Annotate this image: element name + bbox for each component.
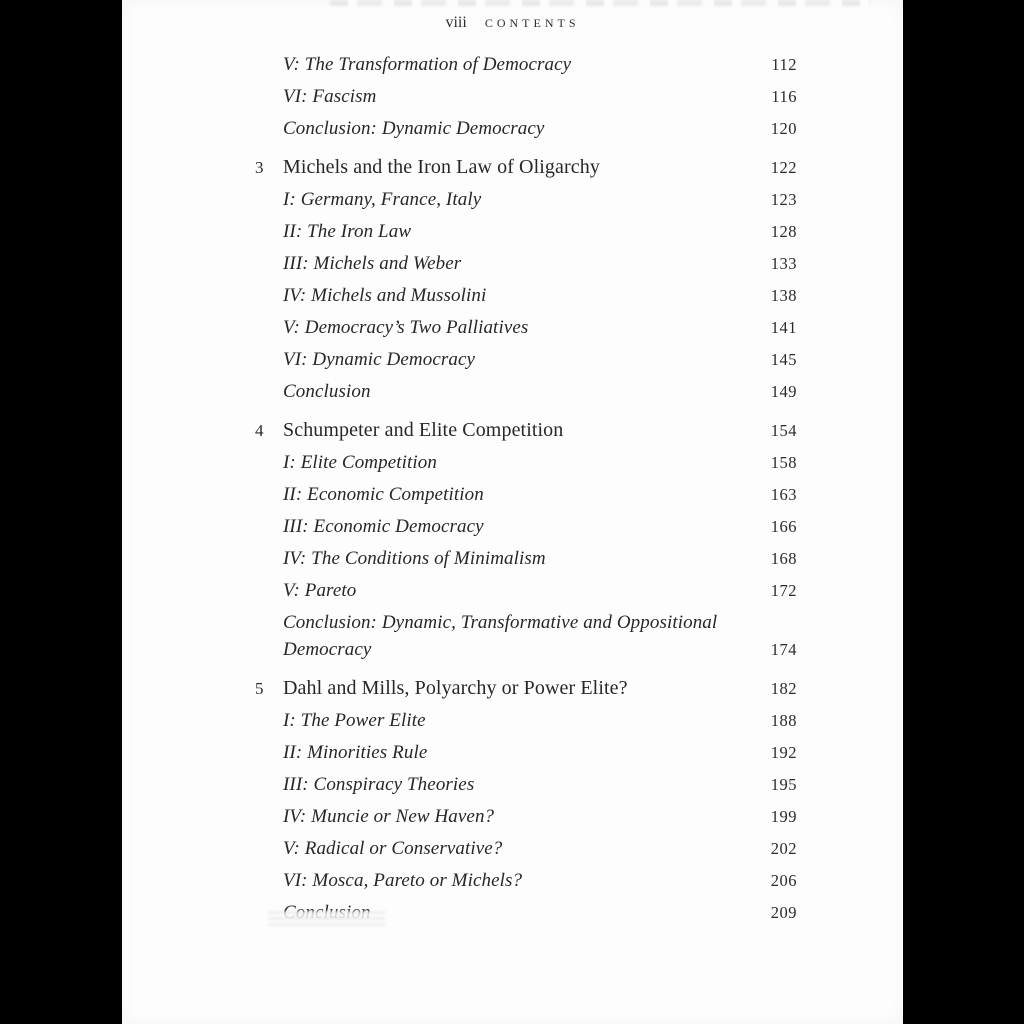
toc-section-entry bbox=[255, 250, 797, 277]
entry-title: Dahl and Mills, Polyarchy or Power Elite? bbox=[283, 677, 628, 699]
page-number: 188 bbox=[770, 711, 797, 730]
toc-section-entry bbox=[255, 835, 797, 862]
toc-section-entry bbox=[255, 378, 797, 405]
entry-title-line: Conclusion: Dynamic, Transformative and Oppositional bbox=[283, 612, 718, 633]
toc-section-entry bbox=[255, 481, 797, 508]
page-number: 120 bbox=[770, 119, 797, 138]
toc-section-entry bbox=[255, 513, 797, 540]
page-number: 168 bbox=[770, 549, 797, 568]
page-number: 163 bbox=[770, 485, 797, 504]
table-of-contents bbox=[255, 51, 797, 931]
entry-title: II: Economic Competition bbox=[283, 484, 484, 505]
toc-section-entry bbox=[255, 186, 797, 213]
entry-title: II: Minorities Rule bbox=[283, 742, 428, 763]
page-number: 202 bbox=[770, 839, 797, 858]
toc-section-entry bbox=[255, 609, 797, 663]
entry-title: VI: Fascism bbox=[283, 86, 377, 107]
toc-section-entry bbox=[255, 314, 797, 341]
page-number: 141 bbox=[770, 318, 797, 337]
toc-section-entry bbox=[255, 51, 797, 78]
page-folio: viii bbox=[445, 14, 467, 31]
toc-section-entry bbox=[255, 739, 797, 766]
page-number: 199 bbox=[770, 807, 797, 826]
page-number: 122 bbox=[770, 158, 797, 177]
entry-title: II: The Iron Law bbox=[283, 221, 412, 242]
entry-title: I: The Power Elite bbox=[283, 710, 426, 731]
page-number: 192 bbox=[770, 743, 797, 762]
entry-title: Conclusion: Dynamic Democracy bbox=[283, 118, 545, 139]
entry-title: IV: Muncie or New Haven? bbox=[283, 806, 495, 827]
toc-section-entry bbox=[255, 867, 797, 894]
page-number: 172 bbox=[770, 581, 797, 600]
entry-title: VI: Dynamic Democracy bbox=[283, 349, 476, 370]
entry-title: VI: Mosca, Pareto or Michels? bbox=[283, 870, 523, 891]
toc-chapter-entry bbox=[255, 154, 797, 181]
page-number: 116 bbox=[771, 87, 797, 106]
entry-title: Michels and the Iron Law of Oligarchy bbox=[283, 156, 600, 178]
entry-title: Schumpeter and Elite Competition bbox=[283, 419, 564, 441]
toc-section-entry bbox=[255, 449, 797, 476]
page-number: 195 bbox=[770, 775, 797, 794]
entry-title: I: Germany, France, Italy bbox=[283, 189, 482, 210]
entry-title: I: Elite Competition bbox=[283, 452, 437, 473]
entry-title: III: Michels and Weber bbox=[283, 253, 462, 274]
entry-title bbox=[283, 609, 771, 663]
page-number: 154 bbox=[770, 421, 797, 440]
entry-title: V: Pareto bbox=[283, 580, 357, 601]
page-number: 123 bbox=[770, 190, 797, 209]
page-number: 209 bbox=[770, 903, 797, 922]
chapter-number: 4 bbox=[255, 421, 264, 440]
entry-title: III: Conspiracy Theories bbox=[283, 774, 475, 795]
page-number: 158 bbox=[770, 453, 797, 472]
entry-title: Conclusion bbox=[283, 381, 371, 402]
toc-section-entry bbox=[255, 218, 797, 245]
toc-section-entry bbox=[255, 803, 797, 830]
toc-section-entry bbox=[255, 115, 797, 142]
toc-chapter-entry bbox=[255, 417, 797, 444]
entry-title: V: Democracy’s Two Palliatives bbox=[283, 317, 529, 338]
page-number: 128 bbox=[770, 222, 797, 241]
entry-title: V: The Transformation of Democracy bbox=[283, 54, 572, 75]
toc-chapter-entry bbox=[255, 675, 797, 702]
page-number: 112 bbox=[771, 55, 797, 74]
toc-section-entry bbox=[255, 282, 797, 309]
page-number: 149 bbox=[770, 382, 797, 401]
toc-section-entry bbox=[255, 577, 797, 604]
cropped-text-remnant-top bbox=[330, 0, 870, 6]
page-number: 182 bbox=[770, 679, 797, 698]
page-number: 166 bbox=[770, 517, 797, 536]
page-number: 138 bbox=[770, 286, 797, 305]
toc-section-entry bbox=[255, 83, 797, 110]
page-number: 145 bbox=[770, 350, 797, 369]
book-page bbox=[122, 0, 903, 1024]
entry-title: III: Economic Democracy bbox=[283, 516, 484, 537]
entry-title: IV: The Conditions of Minimalism bbox=[283, 548, 546, 569]
running-head-title: CONTENTS bbox=[484, 16, 580, 30]
page-number: 133 bbox=[770, 254, 797, 273]
chapter-number: 5 bbox=[255, 679, 264, 698]
cropped-text-remnant-bottom bbox=[268, 911, 386, 926]
page-number: 206 bbox=[770, 871, 797, 890]
chapter-number: 3 bbox=[255, 158, 264, 177]
entry-title: IV: Michels and Mussolini bbox=[283, 285, 487, 306]
toc-section-entry bbox=[255, 707, 797, 734]
toc-section-entry bbox=[255, 545, 797, 572]
entry-title-line: Democracy bbox=[283, 639, 372, 660]
toc-section-entry bbox=[255, 346, 797, 373]
page-number: 174 bbox=[770, 640, 797, 659]
toc-section-entry bbox=[255, 771, 797, 798]
entry-title: V: Radical or Conservative? bbox=[283, 838, 503, 859]
running-head bbox=[122, 14, 903, 32]
